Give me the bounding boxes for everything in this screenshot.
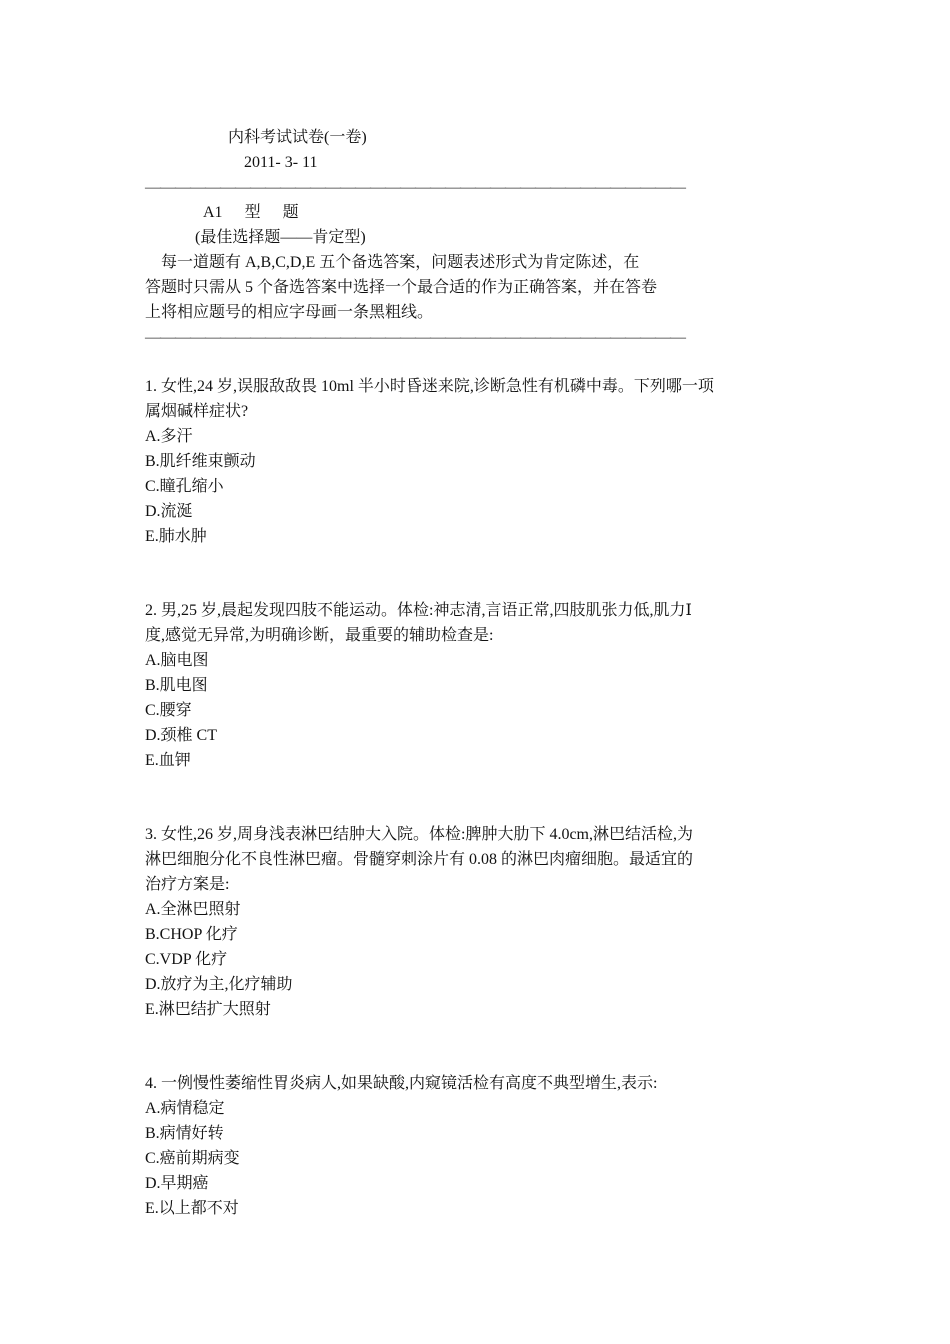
answer-option: E.淋巴结扩大照射 <box>145 1001 271 1018</box>
question-stem: 1. 女性,24 岁,误服敌敌畏 10ml 半小时昏迷来院,诊断急性有机磷中毒。下列哪一项 <box>145 378 714 395</box>
answer-option: E.以上都不对 <box>145 1200 239 1217</box>
question-stem: 治疗方案是: <box>145 876 230 893</box>
exam-date: 2011- 3- 11 <box>244 154 318 171</box>
answer-option: C.瞳孔缩小 <box>145 478 224 495</box>
exam-title: 内科考试试卷(一卷) <box>228 129 367 146</box>
answer-option: B.CHOP 化疗 <box>145 926 238 943</box>
answer-option: B.肌纤维束颤动 <box>145 453 256 470</box>
section-subtitle: (最佳选择题——肯定型) <box>195 229 366 246</box>
answer-option: D.流涎 <box>145 503 193 520</box>
question-stem: 3. 女性,26 岁,周身浅表淋巴结肿大入院。体检:脾肿大肋下 4.0cm,淋巴结活检,为 <box>145 826 693 843</box>
instruction-line: 每一道题有 A,B,C,D,E 五个备选答案，问题表述形式为肯定陈述，在 <box>161 254 640 271</box>
answer-option: B.病情好转 <box>145 1125 224 1142</box>
divider-bottom: ———————————————————————————————————— <box>145 329 685 346</box>
divider-top: ———————————————————————————————————— <box>145 179 685 196</box>
answer-option: D.早期癌 <box>145 1175 209 1192</box>
answer-option: C.VDP 化疗 <box>145 951 228 968</box>
answer-option: B.肌电图 <box>145 677 208 694</box>
question-stem: 4. 一例慢性萎缩性胃炎病人,如果缺酸,内窥镜活检有高度不典型增生,表示: <box>145 1075 658 1092</box>
answer-option: D.放疗为主,化疗辅助 <box>145 976 293 993</box>
question-stem: 淋巴细胞分化不良性淋巴瘤。骨髓穿刺涂片有 0.08 的淋巴肉瘤细胞。最适宜的 <box>145 851 694 868</box>
section-type-char-1: 型 <box>244 204 261 221</box>
answer-option: A.脑电图 <box>145 652 209 669</box>
answer-option: A.病情稳定 <box>145 1100 225 1117</box>
answer-option: A.全淋巴照射 <box>145 901 241 918</box>
section-type-code: A1 <box>203 204 223 221</box>
instruction-line: 答题时只需从 5 个备选答案中选择一个最合适的作为正确答案，并在答卷 <box>145 279 658 296</box>
question-stem: 2. 男,25 岁,晨起发现四肢不能运动。体检:神志清,言语正常,四肢肌张力低,肌力Ⅰ <box>145 602 692 619</box>
section-type <box>203 203 299 223</box>
answer-option: E.血钾 <box>145 752 191 769</box>
question-stem: 度,感觉无异常,为明确诊断，最重要的辅助检查是: <box>145 627 494 644</box>
answer-option: D.颈椎 CT <box>145 727 218 744</box>
answer-option: C.腰穿 <box>145 702 192 719</box>
answer-option: A.多汗 <box>145 428 193 445</box>
section-type-char-2: 题 <box>282 204 299 221</box>
answer-option: E.肺水肿 <box>145 528 207 545</box>
question-stem: 属烟碱样症状? <box>145 403 249 420</box>
answer-option: C.癌前期病变 <box>145 1150 240 1167</box>
instruction-line: 上将相应题号的相应字母画一条黑粗线。 <box>145 304 434 321</box>
